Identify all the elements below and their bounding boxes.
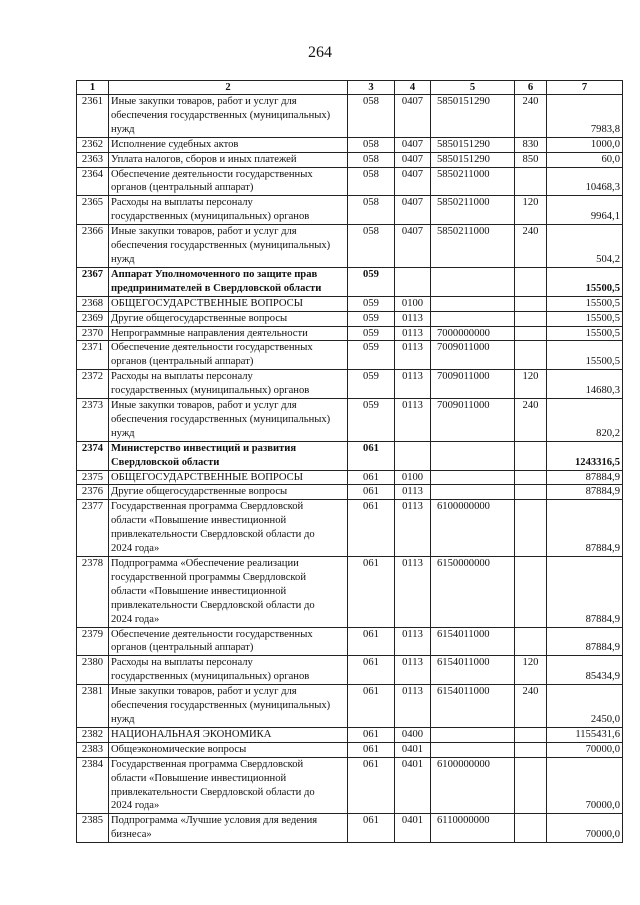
row-number: 2378 — [77, 557, 109, 628]
row-section-code: 0113 — [395, 399, 431, 442]
row-expense-type-code — [515, 326, 547, 341]
row-amount: 87884,9 — [547, 470, 623, 485]
row-name-line: Расходы на выплаты персоналу — [111, 197, 253, 209]
row-section-code: 0100 — [395, 470, 431, 485]
row-amount: 87884,9 — [547, 500, 623, 557]
row-name-line: области «Повышение инвестиционной — [111, 772, 287, 784]
row-expense-type-code: 240 — [515, 95, 547, 138]
row-department-code: 059 — [348, 267, 395, 296]
row-name — [109, 399, 348, 442]
row-name-line: Государственная программа Свердловской — [111, 501, 304, 513]
table-row — [77, 470, 623, 485]
row-department-code: 061 — [348, 757, 395, 814]
row-amount: 504,2 — [547, 225, 623, 268]
table-row — [77, 95, 623, 138]
row-target-item-code: 5850151290 — [431, 95, 515, 138]
row-name — [109, 167, 348, 196]
table-body — [77, 95, 623, 843]
row-name-line: привлекательности Свердловской области до — [111, 786, 315, 798]
row-amount: 2450,0 — [547, 685, 623, 728]
row-expense-type-code — [515, 814, 547, 843]
row-amount: 87884,9 — [547, 485, 623, 500]
row-department-code: 061 — [348, 470, 395, 485]
row-expense-type-code: 120 — [515, 370, 547, 399]
row-number: 2368 — [77, 296, 109, 311]
row-target-item-code: 5850211000 — [431, 167, 515, 196]
row-section-code — [395, 441, 431, 470]
row-name — [109, 727, 348, 742]
table-row — [77, 685, 623, 728]
row-name-line: Уплата налогов, сборов и иных платежей — [111, 153, 297, 165]
row-name-line: Обеспечение деятельности государственных — [111, 342, 313, 354]
row-name-line: органов (центральный аппарат) — [111, 642, 254, 654]
row-number: 2365 — [77, 196, 109, 225]
row-name-line: 2024 года» — [111, 543, 160, 555]
row-amount: 70000,0 — [547, 814, 623, 843]
row-department-code: 061 — [348, 557, 395, 628]
row-name-line: предпринимателей в Свердловской области — [111, 282, 322, 294]
row-section-code: 0407 — [395, 95, 431, 138]
row-name — [109, 95, 348, 138]
row-name-line: привлекательности Свердловской области до — [111, 599, 315, 611]
row-amount: 85434,9 — [547, 656, 623, 685]
row-expense-type-code — [515, 627, 547, 656]
table-row — [77, 656, 623, 685]
row-target-item-code: 6110000000 — [431, 814, 515, 843]
table-row — [77, 137, 623, 152]
row-number: 2383 — [77, 742, 109, 757]
table-row — [77, 296, 623, 311]
row-amount: 70000,0 — [547, 757, 623, 814]
row-name-line: Подпрограмма «Лучшие условия для ведения — [111, 815, 318, 827]
table-row — [77, 152, 623, 167]
table-row — [77, 267, 623, 296]
table-row — [77, 167, 623, 196]
row-name-line: Государственная программа Свердловской — [111, 758, 304, 770]
row-name — [109, 311, 348, 326]
row-target-item-code: 7009011000 — [431, 399, 515, 442]
row-name-line: нужд — [111, 123, 135, 135]
row-name — [109, 627, 348, 656]
row-target-item-code — [431, 485, 515, 500]
row-number: 2376 — [77, 485, 109, 500]
row-department-code: 058 — [348, 152, 395, 167]
row-section-code: 0113 — [395, 370, 431, 399]
row-name — [109, 326, 348, 341]
table-row — [77, 814, 623, 843]
row-name-line: органов (центральный аппарат) — [111, 356, 254, 368]
row-section-code: 0113 — [395, 557, 431, 628]
row-expense-type-code — [515, 267, 547, 296]
row-number: 2370 — [77, 326, 109, 341]
row-name-line: Исполнение судебных актов — [111, 138, 239, 150]
row-name — [109, 196, 348, 225]
table-row — [77, 225, 623, 268]
row-name — [109, 470, 348, 485]
row-name-line: Непрограммные направления деятельности — [111, 327, 308, 339]
row-target-item-code: 6100000000 — [431, 757, 515, 814]
row-target-item-code: 7009011000 — [431, 341, 515, 370]
row-department-code: 061 — [348, 685, 395, 728]
row-expense-type-code: 120 — [515, 196, 547, 225]
row-name-line: Иные закупки товаров, работ и услуг для — [111, 226, 297, 238]
row-name-line: области «Повышение инвестиционной — [111, 515, 287, 527]
row-target-item-code: 5850211000 — [431, 225, 515, 268]
row-name-line: Аппарат Уполномоченного по защите прав — [111, 268, 318, 280]
row-section-code: 0401 — [395, 742, 431, 757]
row-name-line: Обеспечение деятельности государственных — [111, 168, 313, 180]
row-target-item-code — [431, 267, 515, 296]
row-section-code: 0113 — [395, 656, 431, 685]
row-amount: 87884,9 — [547, 627, 623, 656]
row-expense-type-code — [515, 470, 547, 485]
row-name — [109, 296, 348, 311]
row-name-line: государственной программы Свердловской — [111, 571, 306, 583]
row-number: 2380 — [77, 656, 109, 685]
row-number: 2363 — [77, 152, 109, 167]
row-amount: 15500,5 — [547, 341, 623, 370]
row-name-line: Обеспечение деятельности государственных — [111, 628, 313, 640]
table-row — [77, 557, 623, 628]
header-col-4: 4 — [395, 81, 431, 95]
row-expense-type-code: 240 — [515, 399, 547, 442]
row-name-line: Расходы на выплаты персоналу — [111, 371, 253, 383]
row-name-line: Иные закупки товаров, работ и услуг для — [111, 686, 297, 698]
row-amount: 15500,5 — [547, 311, 623, 326]
row-amount: 15500,5 — [547, 326, 623, 341]
row-target-item-code — [431, 296, 515, 311]
row-section-code: 0401 — [395, 814, 431, 843]
row-number: 2377 — [77, 500, 109, 557]
row-target-item-code: 5850151290 — [431, 137, 515, 152]
row-name — [109, 152, 348, 167]
row-department-code: 061 — [348, 441, 395, 470]
row-name-line: Другие общегосударственные вопросы — [111, 312, 288, 324]
row-expense-type-code: 850 — [515, 152, 547, 167]
row-section-code: 0113 — [395, 485, 431, 500]
table-row — [77, 500, 623, 557]
row-name-line: области «Повышение инвестиционной — [111, 585, 287, 597]
row-name — [109, 370, 348, 399]
row-department-code: 059 — [348, 296, 395, 311]
row-name-line: Иные закупки товаров, работ и услуг для — [111, 96, 297, 107]
row-amount: 1155431,6 — [547, 727, 623, 742]
row-expense-type-code — [515, 311, 547, 326]
header-col-2: 2 — [109, 81, 348, 95]
row-department-code: 059 — [348, 341, 395, 370]
table-row — [77, 341, 623, 370]
row-expense-type-code: 240 — [515, 225, 547, 268]
row-name — [109, 500, 348, 557]
row-name-line: государственных (муниципальных) органов — [111, 671, 310, 683]
row-target-item-code: 6100000000 — [431, 500, 515, 557]
row-target-item-code — [431, 742, 515, 757]
row-section-code: 0401 — [395, 757, 431, 814]
row-name — [109, 685, 348, 728]
row-department-code: 061 — [348, 500, 395, 557]
row-name — [109, 757, 348, 814]
row-target-item-code: 6154011000 — [431, 627, 515, 656]
row-department-code: 061 — [348, 656, 395, 685]
budget-table — [76, 80, 623, 843]
table-row — [77, 627, 623, 656]
row-name — [109, 267, 348, 296]
row-name-line: Общеэкономические вопросы — [111, 743, 247, 755]
row-department-code: 061 — [348, 814, 395, 843]
header-col-5: 5 — [431, 81, 515, 95]
table-row — [77, 326, 623, 341]
row-number: 2366 — [77, 225, 109, 268]
header-col-6: 6 — [515, 81, 547, 95]
row-number: 2385 — [77, 814, 109, 843]
table-row — [77, 441, 623, 470]
row-section-code: 0100 — [395, 296, 431, 311]
row-department-code: 059 — [348, 311, 395, 326]
row-name-line: обеспечения государственных (муниципальных) — [111, 240, 331, 252]
row-target-item-code: 6150000000 — [431, 557, 515, 628]
row-number: 2367 — [77, 267, 109, 296]
row-number: 2369 — [77, 311, 109, 326]
row-name-line: ОБЩЕГОСУДАРСТВЕННЫЕ ВОПРОСЫ — [111, 471, 303, 483]
row-amount: 820,2 — [547, 399, 623, 442]
row-expense-type-code — [515, 485, 547, 500]
row-department-code: 061 — [348, 727, 395, 742]
row-department-code: 059 — [348, 370, 395, 399]
row-department-code: 058 — [348, 95, 395, 138]
row-expense-type-code: 830 — [515, 137, 547, 152]
row-department-code: 061 — [348, 742, 395, 757]
row-section-code: 0400 — [395, 727, 431, 742]
table-row — [77, 727, 623, 742]
table-row — [77, 370, 623, 399]
row-department-code: 058 — [348, 167, 395, 196]
row-number: 2374 — [77, 441, 109, 470]
table-row — [77, 742, 623, 757]
row-section-code: 0407 — [395, 137, 431, 152]
row-number: 2379 — [77, 627, 109, 656]
row-name-line: привлекательности Свердловской области до — [111, 529, 315, 541]
row-amount: 14680,3 — [547, 370, 623, 399]
row-amount: 70000,0 — [547, 742, 623, 757]
row-department-code: 058 — [348, 137, 395, 152]
row-name-line: ОБЩЕГОСУДАРСТВЕННЫЕ ВОПРОСЫ — [111, 297, 303, 309]
header-col-3: 3 — [348, 81, 395, 95]
row-name-line: нужд — [111, 713, 135, 725]
row-expense-type-code — [515, 441, 547, 470]
row-section-code — [395, 267, 431, 296]
row-target-item-code: 7000000000 — [431, 326, 515, 341]
row-target-item-code: 6154011000 — [431, 656, 515, 685]
row-expense-type-code — [515, 742, 547, 757]
row-section-code: 0407 — [395, 225, 431, 268]
row-section-code: 0113 — [395, 311, 431, 326]
table-row — [77, 399, 623, 442]
row-name — [109, 557, 348, 628]
row-name — [109, 225, 348, 268]
row-name-line: Подпрограмма «Обеспечение реализации — [111, 558, 299, 569]
row-amount: 1243316,5 — [547, 441, 623, 470]
row-name-line: государственных (муниципальных) органов — [111, 385, 310, 397]
row-name — [109, 742, 348, 757]
row-target-item-code — [431, 441, 515, 470]
row-name — [109, 814, 348, 843]
row-name-line: нужд — [111, 253, 135, 265]
row-name — [109, 441, 348, 470]
row-amount: 10468,3 — [547, 167, 623, 196]
page-number: 264 — [308, 44, 332, 61]
row-expense-type-code — [515, 167, 547, 196]
row-number: 2381 — [77, 685, 109, 728]
header-col-7: 7 — [547, 81, 623, 95]
row-number: 2384 — [77, 757, 109, 814]
row-expense-type-code — [515, 557, 547, 628]
row-number: 2373 — [77, 399, 109, 442]
row-amount: 60,0 — [547, 152, 623, 167]
row-name — [109, 341, 348, 370]
row-department-code: 058 — [348, 196, 395, 225]
row-expense-type-code: 120 — [515, 656, 547, 685]
header-row — [77, 81, 623, 95]
row-section-code: 0407 — [395, 196, 431, 225]
table-row — [77, 196, 623, 225]
row-name-line: государственных (муниципальных) органов — [111, 211, 310, 223]
table-row — [77, 757, 623, 814]
table-row — [77, 485, 623, 500]
row-target-item-code: 7009011000 — [431, 370, 515, 399]
row-department-code: 058 — [348, 225, 395, 268]
row-name-line: Другие общегосударственные вопросы — [111, 486, 288, 498]
row-amount: 87884,9 — [547, 557, 623, 628]
row-name-line: обеспечения государственных (муниципальных) — [111, 109, 331, 121]
row-target-item-code — [431, 470, 515, 485]
row-number: 2362 — [77, 137, 109, 152]
row-section-code: 0113 — [395, 500, 431, 557]
row-name-line: нужд — [111, 427, 135, 439]
row-name-line: Свердловской области — [111, 456, 220, 468]
row-name — [109, 656, 348, 685]
row-target-item-code: 5850211000 — [431, 196, 515, 225]
header-col-1: 1 — [77, 81, 109, 95]
row-number: 2371 — [77, 341, 109, 370]
row-expense-type-code: 240 — [515, 685, 547, 728]
row-number: 2382 — [77, 727, 109, 742]
row-name-line: Иные закупки товаров, работ и услуг для — [111, 400, 297, 412]
row-name-line: Министерство инвестиций и развития — [111, 442, 297, 454]
row-number: 2361 — [77, 95, 109, 138]
row-name-line: НАЦИОНАЛЬНАЯ ЭКОНОМИКА — [111, 728, 272, 740]
row-name — [109, 485, 348, 500]
row-expense-type-code — [515, 757, 547, 814]
row-target-item-code — [431, 727, 515, 742]
row-section-code: 0113 — [395, 685, 431, 728]
row-number: 2375 — [77, 470, 109, 485]
row-target-item-code: 6154011000 — [431, 685, 515, 728]
row-section-code: 0113 — [395, 326, 431, 341]
row-number: 2372 — [77, 370, 109, 399]
row-department-code: 061 — [348, 485, 395, 500]
row-expense-type-code — [515, 500, 547, 557]
row-amount: 15500,5 — [547, 296, 623, 311]
row-target-item-code: 5850151290 — [431, 152, 515, 167]
row-amount: 1000,0 — [547, 137, 623, 152]
row-section-code: 0113 — [395, 627, 431, 656]
row-name — [109, 137, 348, 152]
row-section-code: 0407 — [395, 152, 431, 167]
table-row — [77, 311, 623, 326]
row-amount: 9964,1 — [547, 196, 623, 225]
row-name-line: обеспечения государственных (муниципальных) — [111, 700, 331, 712]
row-amount: 7983,8 — [547, 95, 623, 138]
row-department-code: 059 — [348, 399, 395, 442]
row-amount: 15500,5 — [547, 267, 623, 296]
row-name-line: 2024 года» — [111, 613, 160, 625]
row-section-code: 0113 — [395, 341, 431, 370]
row-expense-type-code — [515, 296, 547, 311]
row-expense-type-code — [515, 341, 547, 370]
row-name-line: бизнеса» — [111, 829, 152, 841]
row-target-item-code — [431, 311, 515, 326]
row-name-line: органов (центральный аппарат) — [111, 182, 254, 194]
row-number: 2364 — [77, 167, 109, 196]
row-name-line: Расходы на выплаты персоналу — [111, 657, 253, 669]
row-department-code: 061 — [348, 627, 395, 656]
row-expense-type-code — [515, 727, 547, 742]
row-section-code: 0407 — [395, 167, 431, 196]
row-name-line: 2024 года» — [111, 800, 160, 812]
row-department-code: 059 — [348, 326, 395, 341]
row-name-line: обеспечения государственных (муниципальных) — [111, 413, 331, 425]
